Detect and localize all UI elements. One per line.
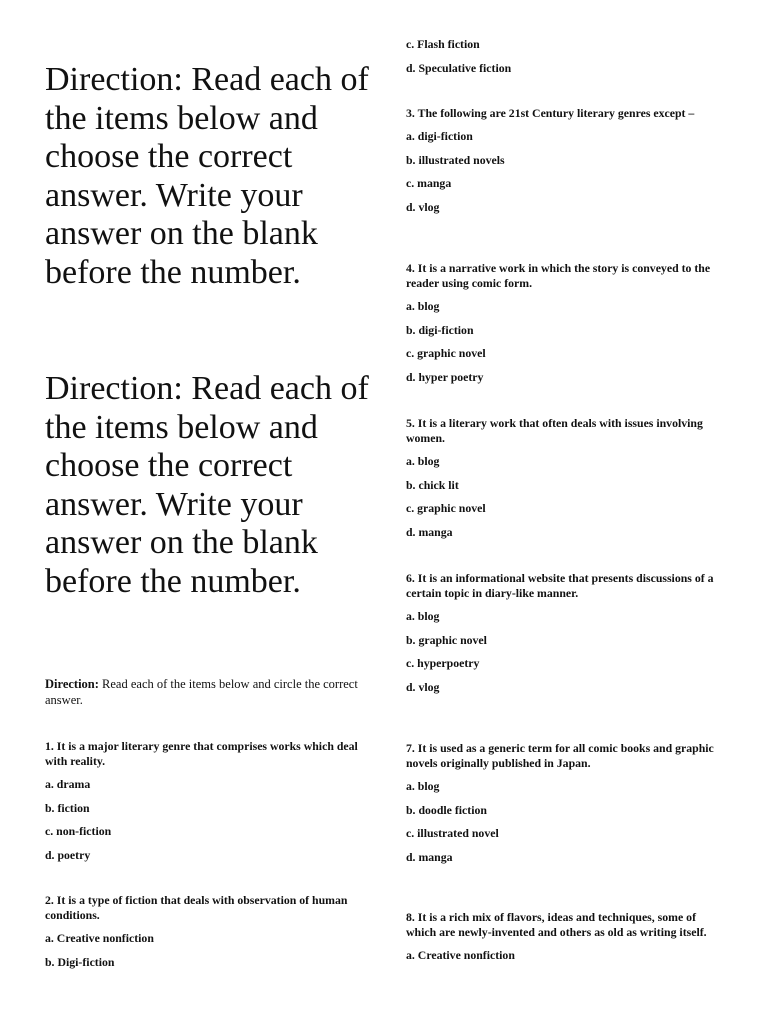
question-stem: 4. It is a narrative work in which the story is conveyed to the reader using comic form. [406,261,711,290]
option-c[interactable]: c. graphic novel [406,346,486,360]
question-stem: 3. The following are 21st Century literary genres except – [406,106,695,120]
question-3 [406,106,726,223]
question-2 [45,893,365,978]
option-b[interactable]: b. graphic novel [406,632,487,647]
question-8 [406,910,726,972]
direction-text: Read each of the items below and circle the correct answer. [45,677,358,707]
direction-heading-1 [45,61,375,293]
option-b[interactable]: b. digi-fiction [406,322,474,337]
question-6 [406,571,726,703]
option-c[interactable]: c. Flash fiction [406,37,480,51]
option-a[interactable]: a. blog [406,299,440,313]
question-stem: 2. It is a type of fiction that deals with observation of human conditions. [45,893,348,922]
option-d[interactable]: d. manga [406,524,453,539]
option-a[interactable]: a. blog [406,609,440,623]
option-d[interactable]: d. hyper poetry [406,369,484,384]
option-d[interactable]: d. poetry [45,847,91,862]
question-1 [45,739,365,871]
question-stem: 7. It is used as a generic term for all comic books and graphic novels originally published in Japan. [406,741,714,770]
question-7 [406,741,726,873]
option-a[interactable]: a. Creative nonfiction [406,948,515,962]
option-a[interactable]: a. blog [406,454,440,468]
direction-label: Direction: [45,677,99,691]
option-b[interactable]: b. chick lit [406,477,459,492]
option-c[interactable]: c. illustrated novel [406,826,499,840]
direction-instruction [45,676,365,708]
option-d[interactable]: d. vlog [406,199,440,214]
question-stem: 8. It is a rich mix of flavors, ideas and techniques, some of which are newly-invented and others as old as writing itself. [406,910,707,939]
option-a[interactable]: a. digi-fiction [406,129,473,143]
option-d[interactable]: d. vlog [406,679,440,694]
question-4 [406,261,726,393]
option-b[interactable]: b. Digi-fiction [45,954,115,969]
question-5 [406,416,726,548]
option-d[interactable]: d. Speculative fiction [406,60,512,75]
option-b[interactable]: b. doodle fiction [406,802,487,817]
option-c[interactable]: c. non-fiction [45,824,112,838]
option-a[interactable]: a. Creative nonfiction [45,931,154,945]
question-stem: 5. It is a literary work that often deals with issues involving women. [406,416,703,445]
question-stem: 1. It is a major literary genre that comprises works which deal with reality. [45,739,358,768]
option-c[interactable]: c. manga [406,176,452,190]
direction-heading-text: Direction: Read each of the items below and choose the correct answer. Write your answer on the blank before the number. [45,370,369,600]
direction-heading-2 [45,370,375,602]
question-2-continued [406,37,511,84]
option-c[interactable]: c. graphic novel [406,501,486,515]
question-stem: 6. It is an informational website that presents discussions of a certain topic in diary-like manner. [406,571,714,600]
option-a[interactable]: a. drama [45,777,91,791]
option-c[interactable]: c. hyperpoetry [406,656,480,670]
option-d[interactable]: d. manga [406,849,453,864]
option-b[interactable]: b. fiction [45,800,90,815]
direction-heading-text: Direction: Read each of the items below and choose the correct answer. Write your answer on the blank before the number. [45,61,369,291]
option-a[interactable]: a. blog [406,779,440,793]
option-b[interactable]: b. illustrated novels [406,152,505,167]
